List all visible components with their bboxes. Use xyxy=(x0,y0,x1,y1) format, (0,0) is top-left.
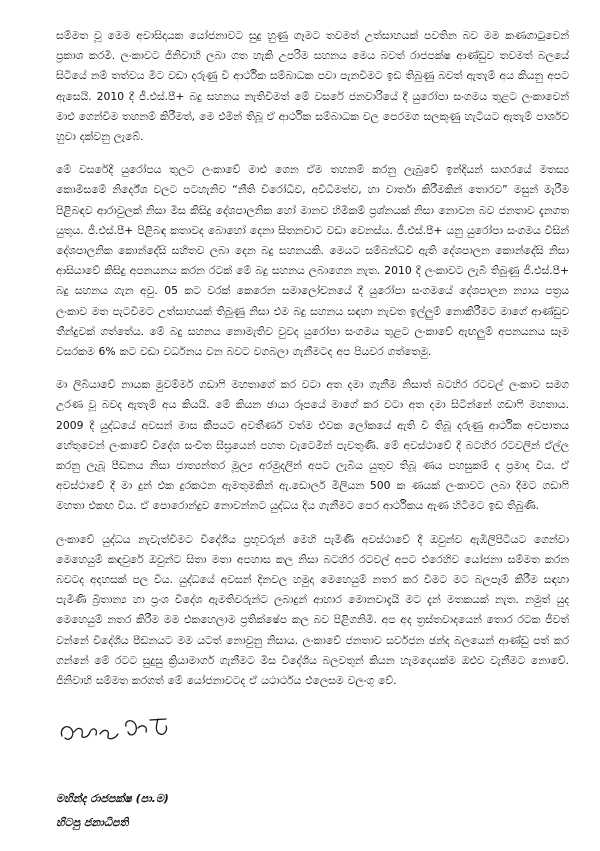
letter-paragraph-1: සම්මත වූ මෙම අවාසිදායක යෝජනාවට සුදු හුණු ගෑමට තවමත් උත්සාහයක් පවතින බව මම කණගාටුවෙන් ප්‍රකාශ කරමි. ලංකාවට ජිනිවාහි ලබා ගත හැකි උපරිම සහනය මෙය බවත් රාජපක්ෂ ආණ්ඩුව තවමත් බලයේ සිටියේ නම් තත්වය මීට වඩා දරුණු වී ආර්ථික සම්බාධක පවා පැනවීමට ඉඩ තිබුණු බවත් ඇතැම් අය කියනු අපට ඇසෙයි. 2010 දී ජී.එස්.පී+ බදු සහනය නැතිවීමත් මේ වසරේ ජනවාරියේ දී යුරෝපා සංගමය තුළට ලංකාවෙන් මාළු ගෙන්වීම තහනම් කිරීමත්, මෙ එමින් තිබූ ඒ ආර්ථික සම්බාධක වල පෙරමග සලකුණු හැටියට ඇතැම් පාර්ශව හුවා දක්වනු ලැබේ. xyxy=(56,29,569,144)
signatory-title: හිටපු ජනාධිපති xyxy=(56,816,129,829)
letter-paragraph-2: මේ වසරේදී යුරෝපය තුලට ලංකාවේ මාළු ගෙන ඒම තහනම් කරනු ලැබුවේ ඉන්දියන් සාගරයේ මතස්‍ය කොමිසමේ නිර්දේශ වලට පටහැනිව “නීති විරෝධීව, අවිධිමත්ව, හා වාර්තා කිරීමකින් තොරව” මසුන් මැරීම පිළිබඳව ආරාවුලක් නිසා මිස කිසිදු දේශපාලනික හෝ මානව හිමිකම් ප්‍රශ්නයක් නිසා නොවන බව ජනතාව දැනගත යුතුය. ජී.එස්.පී+ පිළිබඳ කතාවද බොහෝ දෙනා සිතනවාට වඩා වෙනස්ය. ජී.එස්.පී+ යනු යුරෝපා සංගමය විසින් දේශපාලනික කොන්දේසි සහිතව ලබා දෙන බදු සහනයකි. මෙයට සම්බන්ධවී ඇති දේශපාලන කොන්දේසි නිසා ආසියාවේ කිසිදු අපනයනය කරන රටක් මේ බදු සහනය ලබාගෙන නැත. 2010 දී ලංකාවට ලැබී තිබුණු ජී.එස්.පී+ බදු සහනය ගැන අවු. 05 කට වරක් කෙරෙන සමාලෝචනයේ දී යුරෝපා සංගමයේ දේශපාලන න්‍යාය පත්‍රය ලංකාව මත පැටවීමට උත්සාහයක් තිබුණු නිසා එම බදු සහනය සඳහා නැවත ඉල්ලුම් නොකිරීමට මාගේ ආණ්ඩුව තීන්දුවක් ගත්තේය. මේ බදු සහනය නොමැතිව වුවද යුරෝපා සංගමය තුළට ලංකාවේ ඇඟලුම් අපනයනය සෑම වසරකම 6% කට වඩා වර්ධනය වන බවට වගබලා ගැනීමටද අප පියවර ගත්තෙමු. xyxy=(56,163,569,359)
signatory-name: මහින්ද රාජපක්ෂ (පා.ම) xyxy=(56,792,169,805)
letter-paragraph-4: ලංකාවේ යුද්ධය නැවැත්වීමට විදේශීය ප්‍රභූවරුන් මෙහි පැමිණි අවස්ථාවේ දී ඔවුන්ව ඇඹිලිපිටියට ගෙන්වා මෙහෙයුම් කඳවුරේ ඔවුන්ට සිතා මතා අපහාස කල නිසා බටහිර රටවල් අපට එරෙහිව යෝජනා සම්මත කරන බවටද අදහසක් පල විය. යුද්ධයේ අවසන් දිනවල හමුදා මෙහෙයුම් නතර කර වීමට මට බලපෑම් කිරීම සඳහා පැමිණි බ්‍රිතාන්‍ය හා ප්‍රංශ විදේශ ඇමතිවරුන්ට ලබාදුන් ආහාර මොනවාදැයි මට දැන් මතකයක් නැත. නමුත් යුද මෙහෙයුම් නතර කිරීම මම එකහෙලාම ප්‍රතික්ෂේප කල බව පිළිගනිමි. අප අද ත්‍රස්තවාදයෙන් තොර රටක ජීවත් වන්නේ විදේශීය පීඩනයට මම යටත් නොවුනු නිසාය. ලංකාවේ ජනතාව සර්වජන ඡන්ද බලයෙන් ආණ්ඩු පත් කර ගන්නේ මේ රටට සුදුසු ක්‍රියාමාර්ග ගැනීමට මිස විදේශීය බලවතුන් කියන හැමදෙයක්ම ඔළුව වැනීමට නොවේ. ජිනිවාහි සම්මත කරගත් මේ යෝජනාවටද ඒ යථාර්ථය එලෙසම වලංගු වේ. xyxy=(56,532,569,688)
handwritten-signature xyxy=(56,702,256,752)
letter-paragraph-3: මා ලිබියාවේ නායක මුවම්මර් ගඩාෆි මහතාගේ කර වටා අත දමා ගැනීම නිසාත් බටහිර රටවල් ලංකාව සමග උරණ වූ බවද ඇතැම් අය කියයි. මේ කියන ඡායා රූපයේ මාගේ කර වටා අත දමා සිටින්නේ ගඩාෆි මහතාය. 2009 දී යුද්ධයේ අවසන් මාස කීපයට අවතීර්ණ වත්ම එවක ලෝකයේ ඇති වී තිබූ දරුණු ආර්ථික අවපාතය හේතුවෙන් ලංකාවේ විදේශ සංචිත සීඝ්‍රයෙන් පහත වැටෙමින් පැවතුණි. මේ අවස්ථාවේ දී බටහිර රටවලින් ඒල්ල කරනු ලැබූ පීඩනය නිසා ජාත්‍යන්තර මූල්‍ය අරමුදලින් අපට ලැබිය යුතුව තිබූ ණය පහසුකම් ද ප්‍රමාද විය. ඒ අවස්ථාවේ දී මා දුන් එක දුරකථන ඇමතුමකින් ඇ.ඩොලර් මිලියන 500 ක ණයක් ලංකාවට ලබා දීමට ගඩාෆි මහතා එකඟ විය. ඒ පොරොන්දුව නොවන්නට යුද්ධය දිය ගැනීමට පෙර ආර්ථිකය ඇණ හිටීමට ඉඩ තිබුණි. xyxy=(56,378,569,513)
signoff-block xyxy=(56,787,169,835)
letter-body xyxy=(56,26,569,704)
signature-area xyxy=(56,702,256,772)
